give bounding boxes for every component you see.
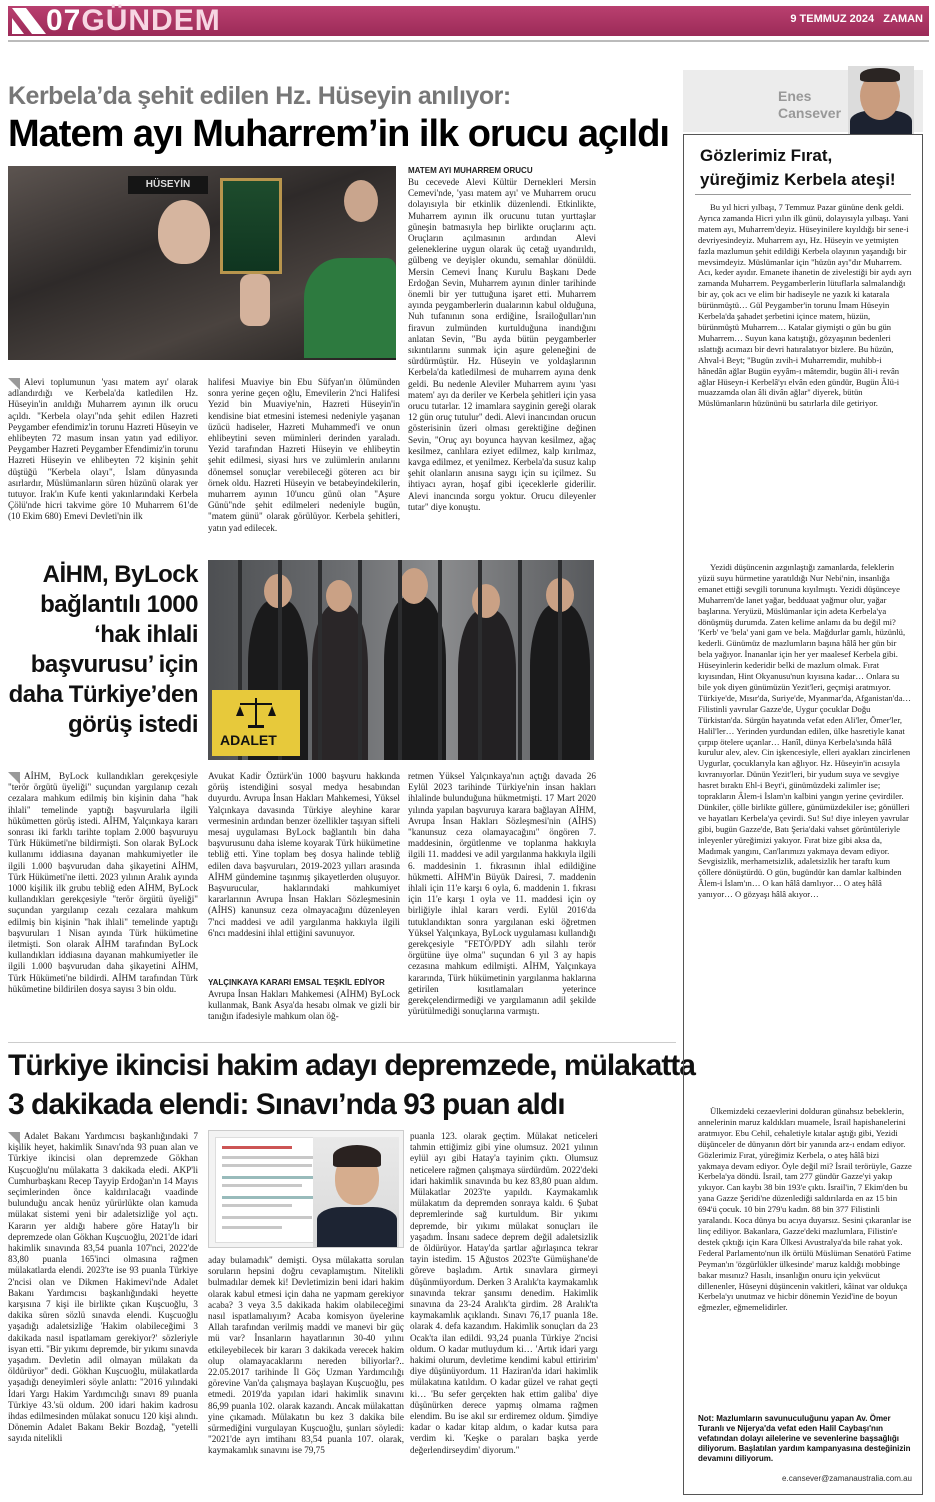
story3-divider bbox=[8, 1042, 676, 1043]
column-text-part3: Ülkemizdeki cezaevlerini dolduran günahsız bebeklerin, annelerinin maruz kaldıkları muamele, İsrail hapishanelerini aratmıyor. Ebu Cehil, cehaletiyle kıtalar aştığı gibi, Yezidi düşünceler de dünyanın dört bir yanında arz-ı endam ediyor. Gözlerimiz Fırat, yüreğimiz Kerbela, o ateş hâlâ bizi yakmaya devam ediyor. Öyle değil mi? İsrail terörüyle, Gazze Kerbela'ya döndü. İsrail, tam 277 gündür Gazze'yi yakıp yıkıyor. Can kaybı 38 bin 193'e çıktı. İsrail'in, 7 Ekim'den bu yana Gazze Şeridi'ne düzenlediği saldırılarda en az 15 bin 694'ü çocuk. 10 bin 279'u kadın. 88 bin 377 Filistinli yaralandı. Koca dünya bu acıya duyarsız. Sesini çıkaranlar ise linç ediliyor. Bakanlara, Gazze'deki mazlumlara, Filistin'e destek çıktığı için Kara Ülkesi Avustralya'da bile rahat yok. Federal Parlamento'nun ilk örtülü Müslüman Senatörü Fatime Peyman'ın 'özgürlükler ülkesinde' maruz kaldığı mobbinge bakar mısınız? Hasılı, insanlığın onuru için yekvücut dillenenler, Hüseyni düşüncenin vakitleri, kâinat var oldukça Kerbela'yı unutmaz ve hicbir dönemin Yezid'ine de boyun eğmezler, eğmemelidirler. bbox=[698, 1106, 912, 1313]
doc-line bbox=[222, 1216, 312, 1219]
photo-banner: HÜSEYİN bbox=[128, 176, 208, 194]
photo-person bbox=[384, 596, 446, 760]
column-note: Not: Mazlumların savunuculuğunu yapan Av. Ömer Turanlı ve Nijerya'da vefat eden Halil Caybaşı'nın vefatından dolayı ailelerine ve sevenlerine başsağlığı diliyorum. Başlatılan yardım kampanyasına desteğinizin devamını diliyorum. bbox=[698, 1414, 911, 1463]
adalet-sign bbox=[212, 690, 300, 756]
columnist-avatar bbox=[848, 66, 914, 134]
photo-face-background bbox=[344, 180, 378, 222]
section-title bbox=[46, 4, 221, 38]
avatar-hair bbox=[860, 68, 900, 82]
columnist-name[interactable] bbox=[778, 88, 841, 122]
portrait bbox=[313, 1137, 399, 1248]
cell-bar bbox=[518, 560, 522, 760]
doc-line bbox=[222, 1184, 302, 1187]
photo-person bbox=[458, 610, 516, 760]
scales-icon bbox=[236, 696, 276, 730]
column-title-divider bbox=[695, 194, 911, 195]
doc-line bbox=[222, 1164, 312, 1167]
story2-col2b: Avrupa İnsan Hakları Mahkemesi (AİHM) ByLock kullanmak, Bank Asya'da hesabı olmak ve gizli bir tanığın ifadesiyle mahkum olan öğ- bbox=[208, 989, 400, 1022]
story2-col1: AİHM, ByLock kullandıkları gerekçesiyle "terör örgütü üyeliği" suçundan yargılanıp cezalı cezalara mahkum edilmiş bin kişinin daha "hak ihlali" temelinde yaptığı başvurularla ilgili hükümetten görüş istedi. AİHM, Yalçınkaya kararı sonrası iki farklı tarihte toplam 2.000 başvuruyu Türk Hükümeti'ne bildirmişti. Son olarak ByLock kullanımı iddiasına dayanan mahkumiyetler ile ilgili 1.000 başvurudan daha şikayetini AİHM, Türk Hükümeti'ne iletti. 2023 yılının Aralık ayında 1000 kişilik ilk grubu tebliğ eden AİHM, ByLock kullandıkları gerekçesiyle "terör örgütü üyeliği" suçundan yargılanıp cezalı cezalara mahkum edilmiş bin kişinin "hak ihlali" temelinde yaptığı başvuruları 1 Nisan ayında Türk hükümetine iletmişti. Son olarak AİHM tarafından ByLock kullandıkları iddiasına dayanan mahkumiyetler ile ilgili 1.000 başvurudan daha şikayetini AİHM, Türk Hükümeti'ne bildirdi. AİHM tarafından Türk hükümetine bildirilen dosya sayısı 3 bin oldu. bbox=[8, 771, 198, 994]
photo-hand bbox=[240, 274, 270, 326]
columnist-last-name: Cansever bbox=[778, 105, 842, 121]
doc-line bbox=[222, 1156, 318, 1159]
cell-bar bbox=[358, 560, 362, 760]
story1-subhead: MATEM AYI MUHARREM ORUCU bbox=[408, 166, 533, 175]
photo-face bbox=[158, 200, 210, 264]
story3-headline-line2[interactable]: 3 dakikada elendi: Sınavı’nda 93 puan aldı bbox=[8, 1088, 565, 1121]
page-number: 07 bbox=[46, 4, 82, 37]
column-title-line2[interactable]: yüreğimiz Kerbela ateşi! bbox=[700, 170, 896, 189]
green-scarf bbox=[304, 258, 396, 358]
column-title-line1[interactable]: Gözlerimiz Fırat, bbox=[700, 146, 833, 165]
story2-col2: Avukat Kadir Öztürk'ün 1000 başvuru hakkında görüş istendiğini sosyal medya hesabından duyurdu. Avrupa İnsan Hakları Mahkemesi, Yüksel Yalçınkaya davasında Türkiye aleyhine karar vermesinin ardından benzer özellikler taşıyan sifteli mesaj uygulaması ByLock bağlantılı bin daha başvurusunu daha isleme koyarak Türk hükümetine tebliğ etti. Yine toplam beş dosya halinde tebliğ edilen dava başvuruları, 2019-2023 yılları arasında AİHM gündemine taşınmış şikayetlerden oluşuyor. Başvurucular, haklarındaki mahkumiyet kararlarının Avrupa İnsan Hakları Sözleşmesinin (AİHS) kanunsuz ceza olmayacağını düzenleyen 7'nci maddesi ve adil yargılanma hakkıyla ilgili 6'ncı maddesini ihlal ettiğini savunuyor. bbox=[208, 771, 400, 938]
story1-col1: Alevi toplumunun 'yası matem ayı' olarak adlandırdığı ve Kerbela'da katledilen Hz. Hüseyin'in anıldığı Muharrem ayının ilk orucu açıldı. "Kerbela olayı"nda şehit edilen Hazreti Peygamber efendimiz'in torunu Hazreti Hüseyin ve ehlibeyten 72 masum insan yatın yad ediliyor. Peygamber Hazreti Peygamber Efendimiz'in torunu Hazreti Hüseyin ve ehlibeyten 72 kişinin şehit düştüğü "Kerbela olayı", İslam dünyasında asırlardır, Müslümanların süren hüzünü olarak yer tutuyor. Irak'ın Kufe kenti yakınlarındaki Kerbela Çölü'nde hicri takvime göre 10 Muharrem 61'de (10 Ekim 680) Emevi Devleti'nin ilk bbox=[8, 377, 198, 522]
issue-date bbox=[790, 13, 923, 25]
cell-bar bbox=[318, 560, 322, 760]
column-text-part2: Yezidi düşüncenin azgınlaştığı zamanlarda, feleklerin yüzü suyu hürmetine yaratıldığı Nur Nebi'nin, insanlığa emanet ettiği sevgili torununa kıyılmıştı. Yezidi düşünceye Muharrem'de lanet yağar, bedduaat yağmur olur, yağar başlarına. Yeryüzü, Müslümanlar için adeta Kerbela'ya dönüşmüş durumda. Zaten kelime anlamı da bu değil mi? 'Kerb' ve 'bela' yani gam ve bela. Mağdurlar gamlı, hüzünlü, kederli. Günümüz de mazlumların başına hâlâ her gün bir bela yağıyor. İnananlar için her yer maalesef Kerbela gibi. Hüseyinlerin kederidir belki de mazlum olmak. Fırat kıyısından, Hint Okyanusu'nun kıyısına kadar… Onlara su bile yok diyen günümüzün Yezit'leri, geçmişi aratmıyor. Türkiye'de, Mısır'da, Suriye'de, Myanmar'da, Afganistan'da… Filistinli yavrular Gazze'de, Uygur çocuklar Doğu Türkistan'da. Sürgün hayatında vefat eden Ali'ler, Ömer'ler, Halil'ler… Yerinden yurdundan edilen, ülke hasretiyle kanat çırpıp ötelere uçanlar… Hanîl, dünya Kerbela'sında hâlâ kurulur alev, alev. Cin işkencesiyle, elleri ayakları zincirlenen Uygurlar, çocuklarıyla kan ağlıyor. Hz. Hüseyin'in acısıyla kıvranıyorlar. Dünün Yezit'leri, bir yudum suya ve sevgiye hasret bıraktı Ehl-i Beyt'i, günümüzdeki zalimler ise; toprakların Âlem-i İslam'ın kalbini yangın yerine çevirdiler. Dünkiler, çölle birlikte güllere, günümüzdekiler ise; gönülleri ve hayatları Kerbela'ya çevirdi. Su! Su! diye inleyen yavrular gibi, bugün Gazze'de, Batı Şeria'daki vahset görüntüleriyle inleyenler yüreğimizi yakıyor. Fırat bize gibi aksa da, Madımak yangını, Can'larımızı yakmaya devam ediyor. Sevgisizlik, merhametsizlik, adaletsizlik her taraftı kum çöllere dönüştürdü. O gün, bugündür kan damlar kalbinden Âlem-i İslam'ın… O kan hâlâ damlıyor… O ateş hâlâ yanıyor… O gözyaşı hâlâ akıyor… bbox=[698, 562, 911, 900]
story2-col3: retmen Yüksel Yalçınkaya'nın açtığı davada 26 Eylül 2023 tarihinde Türkiye'nin insan hakları ihlalinde bulunduğuna hükmetmişti. 17 Mart 2020 yılında yapılan başvuruya karara bağlayan AİHM, Avrupa İnsan Hakları Sözleşmesi'nin (AİHS) "kanunsuz ceza olamayacağını" öngören 7. maddesinin, örgütlenme ve toplanma hakkıyla ilgili 11. maddesi ve adil yargılanma hakkıyla ilgili 6. maddesinin 1. fıkrasının ihlal edildiğine hükmetti. AİHM'in Büyük Dairesi, 7. maddenin ihlali için 11'e karşı 6 oyla, 6. maddenin 1. fıkrası için 11'e karşı 1 oyla ve 11. maddesi için oy birliğiyle ihlal kararı verdi. Eylül 2016'da tutuklandıktan sonra yargılanan eski öğretmen Yüksel Yalçınkaya, ByLock uygulaması kullandığı gerekçesiyle "FETÖ/PDY adlı silahlı terör örgütüne üye olma" suçundan 6 yıl 3 ay hapis cezasına mahkum edilmişti. AİHM, Yalçınkaya kararında, Türk hükümetinin yargılanma haklarına getirilen kısıtlamaları yeterince gerekçelendirmediği ve yargılamanın adil şekilde yürütülmediği sonuçlarına varmıştı. bbox=[408, 771, 596, 1017]
columnist-first-name: Enes bbox=[778, 88, 812, 104]
doc-line bbox=[222, 1146, 292, 1149]
section-slash-icon bbox=[12, 8, 46, 34]
photo-head bbox=[400, 568, 428, 604]
portrait-suit bbox=[317, 1207, 397, 1248]
paper-name: ZAMAN bbox=[883, 13, 923, 25]
story2-photo bbox=[208, 560, 594, 760]
photo-head bbox=[472, 584, 500, 618]
story1-col3: Bu cecevede Alevi Kültür Dernekleri Mersin Cemevi'nde, 'yası matem ayı' ve Muharrem orucu dolayısıyla bir etkinlik düzenlendi. Etkinlikte, Muharrem ayının ilk orucunu tutan yurttaşlar güneşin batmasıyla hep birlikte oruçlarını açtı. Oruçların açılmasının ardından Alevi geleneklerine uygun olarak üç cetağ uyandırıldı, gülbeng ve deyişler okundu, semahlar dönüldü. Mersin Cemevi İnanç Kurulu Başkanı Dede Erdoğan Sevin, Muharrem ayının dinler tarihinde önemli bir yer tuttuğuna işaret etti. Muharrem ayında peygamberlerin dualarının kabul olduğuna, Nuh tufanının sona erdiğine, İsrailoğulları'nın firavun zulmünden kurtulduğuna inandığını anlatan Sevin, "Bu ayda bütün peygamberler sıkıntılarını sunmak için aşure geleneğini de sürdürmüştür. Hz. Hüseyin ve yoldaşlarının Kerbela'da katledilmesi de muharrem ayına denk geldi. Bu nedenle Aleviler Muharrem ayını 'yası matem' ayı da deriler ve Kerbela şehitleri için yasa orucu tutarlar. 12 imamlara sayginin gereği olarak 12 gün oruç tutulur" dedi. Alevi inancından orucun gösterisinin üzeri olması gerektiğine değinen Sevin, "Oruç ayı boyunca hayvan kesilmez, ağaç kesilmez, canlılara eziyet edilmez, kalp kırılmaz, kavga edilmez, et yenilmez. Kerbela'da susuz kalıp şehit olanların anısına saygı için su içilmez. Su ihtiyacı ayran, hoşaf gibi içeceklerle giderilir. Alevi inancında sorgu yoktur. Orucu dileyenler tutar" diye konuştu. bbox=[408, 177, 596, 512]
story1-headline[interactable]: Matem ayı Muharrem’in ilk orucu açıldı bbox=[8, 113, 669, 155]
date-text: 9 TEMMUZ 2024 bbox=[790, 13, 875, 25]
cell-bar bbox=[398, 560, 402, 760]
story3-photo bbox=[208, 1130, 404, 1248]
sign-text: ADALET bbox=[220, 732, 277, 748]
story3-col2: aday bulamadık" demişti. Oysa mülakatta sorulan soruların hepsini doğru cevaplamıştım. Nitelikli bulmadılar demek ki! Devletimizin beni idari hakim olarak kabul etmesi için daha ne yapmam gerekiyor acaba? 3 veya 3.5 dakikada hakim olabileceğimi nasıl ispatlamalıyım? Acaba komisyon üyelerine Allah tarafından verilmiş maddi ve manevi bir güç mü var? İnsanların hayatlarının 30-40 yılını etkileyebilecek bir kararı 3 dakikada verecek hakim olup olamayacaklarını nereden biliyorlar?.. 22.05.2017 tarihinde İl Göç Uzman Yardımcılığı görevine Van'da çalışmaya başlayan Kuşcuoğlu, pes etmedi. 2019'da yapılan idari hakimlik sınavını 86,99 puanla 102. olarak kazandı. Ancak mülakattan yine çıkamadı. Mülakatın bu kez 3 dakika bile sürmediğini vurgulayan Kuşcuoğlu, şunları söyledi: "2021'de ayrı imtihanı 83,54 puanla 107. olarak, kaymakamlık sınavını ise 79,75 bbox=[208, 1255, 404, 1456]
story2-headline[interactable]: AİHM, ByLock bağlantılı 1000 ‘hak ihlali başvurusu’ için daha Türkiye’den görüş istedi bbox=[8, 561, 198, 738]
quran-book bbox=[220, 178, 282, 274]
cell-bar bbox=[478, 560, 482, 760]
doc-line bbox=[222, 1204, 292, 1207]
header-divider bbox=[8, 40, 929, 42]
portrait-hair bbox=[333, 1145, 381, 1167]
cell-bar bbox=[558, 560, 562, 760]
story2-subhead: YALÇINKAYA KARARI EMSAL TEŞKİL EDİYOR bbox=[208, 978, 385, 987]
columnist-email[interactable]: e.cansever@zamanaustralia.com.au bbox=[782, 1474, 912, 1483]
exam-document bbox=[215, 1137, 325, 1243]
photo-head bbox=[326, 580, 352, 612]
doc-line bbox=[222, 1196, 318, 1199]
doc-line bbox=[222, 1226, 282, 1229]
story3-headline-line1[interactable]: Türkiye ikincisi hakim adayı depremzede, mülakatta bbox=[8, 1049, 695, 1082]
doc-line bbox=[222, 1176, 318, 1179]
story1-photo bbox=[8, 166, 396, 360]
story1-kicker: Kerbela’da şehit edilen Hz. Hüseyin anılıyor: bbox=[8, 82, 511, 110]
section-name: GÜNDEM bbox=[81, 4, 221, 37]
story3-col3: puanla 123. olarak geçtim. Mülakat neticeleri tahmin ettiğimiz gibi yine olumsuz. 2021 yılının eylül ayı gibi Hatay'a tayinim çıktı. Olumsuz neticelere rağmen çalışmaya sürdürdüm. 2022'deki idari hakimlik sınavında bu kez 83,80 puan aldım. Mülakatlar 2023'te yapıldı. Kaymakamlık mülakatım da depremden sonraya kaldı. 6 Şubat depremlerinde sağ kurtuldum. Bir yıkımı depremde, bir yıkımı mülakat sonuçları ile yaşadım. İnsanı sadece deprem değil adaletsizlik de öldürüyor. Hatay'da şartlar ağırlaşınca tekrar tayin istedim. 15 Ağustos 2023'te Gümüşhane'de göreve başladım. Artık sınavlara girmeyi düşünmüyordum. Derken 3 Aralık'ta kaymakamlık sınavında tekrar şansımı denedim. Hakimlik sınavına da 23-24 Aralık'ta girdim. 28 Aralık'ta kaymakamlık açıklandı. Sınavı 76,17 puanla 18e. olarak 4. defa kazandım. Hakimlik sonuçları da 23 Ocak'ta ilan edildi. 93,24 puanla Türkiye 2'ncisi oldum. O kadar mutluydum ki… 'Artık idari yargı hakimi olurum, devletime kendimi kabul ettiririm' diye düşünüyordum. 11 Haziran'da idari hakimlik mülakatına katıldım. O kadar güzel ve rahat geçti ki… 'Bu sefer gerçekten hak ettim galiba' diye düşünürken derece yapmış olmama rağmen elendim. Bu ise akıl sır erdiremez oldum. Şimdiye kadar o kadar kitap aldım, o kadar kutsa para verdim ki. 'Keşke o paraları başka yerde değerlendirseydim' diyorum." bbox=[410, 1131, 598, 1455]
column-text-part1: Bu yıl hicri yılbaşı, 7 Temmuz Pazar gününe denk geldi. Ayrıca zamanda Hicri yılın ilk günü, dolayısıyla yılbaşı. Yani matem ayı, Muharrem'deyiz. Hüseyinilere kıyıldığı bir sene-i devriyesindeyiz. Muharrem ayı, Hz. Hüseyin ve yetmişten fazla mazlumun şehit edildiği Kerbela olayının yaşandığı bir mevsimdeyiz. Müslümanlar için "hüzün ayı"dır Muharrem. Acı, keder ayıdır. Emanete ihanetin de zivelestiği bir aydı ayrı zamanda Muharrem. Peygamberlerin lütuflarla salmalandığı bir ay, çok acı ve elim bir hadiseyle ne yazık ki katarala bürünmüştü… Gül Peygamber'in torunu İmam Hüseyin Kerbela'da şahadet şerbetini içince matem, hüzün, bürünmüştü Muharrem… Katalar giymişti o gün bu gün Muharrem… Suyun kana katıştığı, gözyaşının bedenleri ıslattığı acımazı bir devri hatıralatıyor bizlere. Bu hüzün, Ahval-i Beyt; "Bugün zıvih-i Muharremdir, muhibb-i hânedân ağlar Bugün eyyâm-ı mâtemdir, bugün âli-i revân ağlar Hüseyn-i Kerbelâ'yı elvân eden gündür, Bugün Âlü-i muazzamda olan âli divân ağlar" diyerek, bütün Müslümanların hüzününü bu satırlarla dile getiriyor. bbox=[698, 202, 912, 409]
story3-col1: Adalet Bakanı Yardımcısı başkanlığındaki 7 kişilik heyet, hakimlik Sınavı'nda 93 puan alan ve Türkiye ikincisi olan depremzede Gökhan Kuşcuoğlu'nu mülakatta 3 dakikada eledi. AKP'li Cumhurbaşkanı Recep Tayyip Erdoğan'ın 14 Mayıs seçimlerinden önce kaldırılacağı vaadinde bulunduğu ancak henüz yürürlükte olan kamuda mülakat sistemi yeni bir adaletsizliğe yol açtı. Kararın yer aldığı habere göre Hatay'lı bir depremzede olan Gökhan Kuşcuoğlu, 2021'de idari hakimlik sınavında 83,54 puanla 107'nci, 2022'de 83,80 puanla 165'inci olmasına rağmen mülakatlarda elendi. 2023'te ise 93 puanla Türkiye 2'ncisi olan ve Dikmen Hakimevi'nde Adalet Bakanı Yardımcısı başkanlığındaki heyette karşısına 7 kişi ile birlikte çıkan Kuşcuoğlu, 3 dakika süren sözlü sınavda elendi. Kuşcuoğlu yaşadığı adaletsizliğe 'Hakim olabileceğimi 3 dakikada nasıl ispatlamam gerekiyor?' sözleriyle isyan etti. "Bir yıkımı depremde, bir yıkımı sınavda yaşadım. Devletin adil olmayan mülakatı da öldürüyor" dedi. Gökhan Kuşcuoğlu, mülakatlarda yaşadığı deneyimleri söyle anlattı: "2016 yılındaki İdari Yargı Hakim Yardımcılığı sınavı 89 puanla Türkiye 43.'sü oldum. 200 idari hakim kadrosu ihdas edilmesinden mülakat sonucu 120 kişi alındı. Dönemin Adalet Bakanı Bekir Bozdağ, "yetelli sayıda nitelikli bbox=[8, 1131, 198, 1444]
story1-col2: halifesi Muaviye bin Ebu Süfyan'ın ölümünden sonra yerine geçen oğlu, Emevilerin 2'nci Halifesi Yezid bin Muaviye'nin, Hazreti Hüseyin'in kendisine biat etmesini istemesi nedeniyle yaşanan üzücü hadiseler, Hazreti Muhammed'i ve onun ehlibeytini seven müminleri derinden yaraladı. Yezid tarafından Hazreti Hüseyin ve ehlibeytin şehit edilmesi, siyasi hırs ve zulümlerin anılarını dönemsel sonuçlar verebileceği göteren acı bir örnek oldu. Hazreti Hüseyin ve betabeyindekilerin, muharrem ayının 10'uncu günü olan "Aşure Günü"nde şehit edilmeleri nedeniyle bugün, "matem günü" olarak görülüyor. Kerbela şehitleri, yatın yad edilecek. bbox=[208, 377, 400, 533]
cell-bar bbox=[438, 560, 442, 760]
